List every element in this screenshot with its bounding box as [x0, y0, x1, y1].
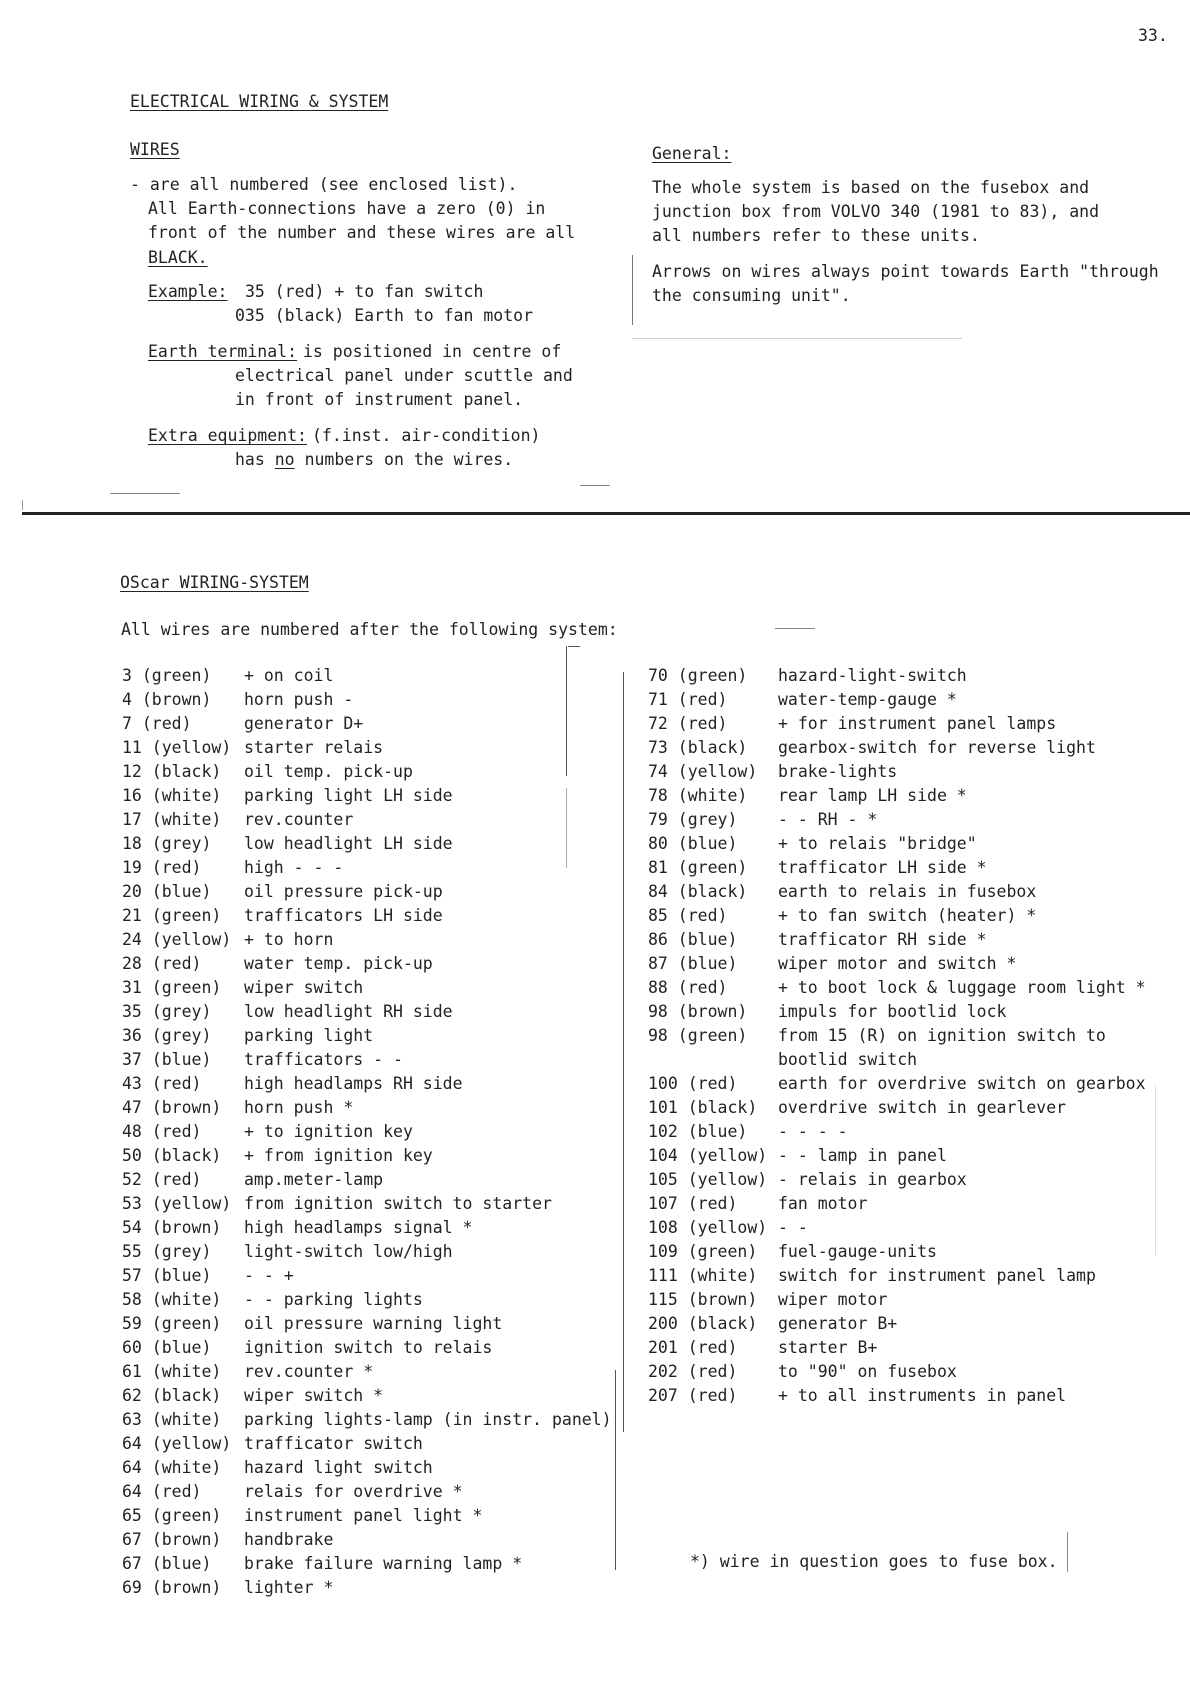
wire-number: 69 (brown) [122, 1578, 222, 1597]
wire-description: hazard light switch [244, 1458, 433, 1477]
example-label: Example: [148, 282, 228, 301]
left-wire-row [122, 1576, 622, 1600]
wire-description: earth for overdrive switch on gearbox [778, 1074, 1146, 1093]
extra-equipment-label: Extra equipment: [148, 426, 307, 445]
corner-mark [568, 646, 580, 647]
wire-number: 54 (brown) [122, 1218, 222, 1237]
right-wire-row [648, 1216, 1168, 1240]
wire-number: 81 (green) [648, 858, 748, 877]
wire-number: 201 (red) [648, 1338, 738, 1357]
wire-number: 109 (green) [648, 1242, 758, 1261]
wires-intro-line2: All Earth-connections have a zero (0) in [148, 199, 546, 218]
earth-terminal-line3: in front of instrument panel. [235, 390, 524, 409]
wire-description: rev.counter * [244, 1362, 374, 1381]
right-wire-row [648, 1360, 1168, 1384]
wire-description: oil pressure pick-up [244, 882, 443, 901]
wire-description: - - lamp in panel [778, 1146, 947, 1165]
wire-description: high headlamps RH side [244, 1074, 463, 1093]
wire-number: 86 (blue) [648, 930, 738, 949]
wire-number: 31 (green) [122, 978, 222, 997]
wire-description: - - parking lights [244, 1290, 423, 1309]
wire-number: 64 (red) [122, 1482, 202, 1501]
wire-number: 84 (black) [648, 882, 748, 901]
wire-description: parking light LH side [244, 786, 453, 805]
wire-description: + from ignition key [244, 1146, 433, 1165]
wire-number: 19 (red) [122, 858, 202, 877]
right-wire-row [648, 1144, 1168, 1168]
wire-number: 64 (white) [122, 1458, 222, 1477]
wire-number: 63 (white) [122, 1410, 222, 1429]
wire-description: + to horn [244, 930, 334, 949]
wire-number: 111 (white) [648, 1266, 758, 1285]
wire-description: from 15 (R) on ignition switch to [778, 1026, 1106, 1045]
example-line1: 35 (red) + to fan switch [245, 282, 484, 301]
column-separator-right [623, 672, 624, 1432]
wire-number: 35 (grey) [122, 1002, 212, 1021]
margin-mark [632, 255, 633, 325]
left-wire-row [122, 1480, 622, 1504]
wire-number: 67 (blue) [122, 1554, 212, 1573]
wire-description: + to ignition key [244, 1122, 413, 1141]
extra-equipment-line2 [235, 450, 513, 469]
wire-number: 101 (black) [648, 1098, 758, 1117]
left-wire-row [122, 952, 622, 976]
right-wire-row [648, 952, 1168, 976]
wire-number: 65 (green) [122, 1506, 222, 1525]
wire-number: 11 (yellow) [122, 738, 232, 757]
wire-number: 58 (white) [122, 1290, 222, 1309]
left-wire-row [122, 1216, 622, 1240]
wire-number: 62 (black) [122, 1386, 222, 1405]
right-wire-row [648, 1168, 1168, 1192]
wire-description: oil pressure warning light [244, 1314, 503, 1333]
right-wire-list [648, 664, 1168, 1408]
wire-description: rear lamp LH side * [778, 786, 967, 805]
left-wire-row [122, 1504, 622, 1528]
left-wire-row [122, 736, 622, 760]
wires-intro-line3: front of the number and these wires are all [148, 223, 576, 242]
wire-number: 60 (blue) [122, 1338, 212, 1357]
left-wire-row [122, 1240, 622, 1264]
wire-number: 17 (white) [122, 810, 222, 829]
wire-description: horn push * [244, 1098, 354, 1117]
wire-description: - - - - [778, 1122, 848, 1141]
wire-number: 202 (red) [648, 1362, 738, 1381]
wire-number: 78 (white) [648, 786, 748, 805]
wire-description: starter relais [244, 738, 384, 757]
wire-number: 85 (red) [648, 906, 728, 925]
wire-number: 24 (yellow) [122, 930, 232, 949]
wire-description: wiper motor [778, 1290, 888, 1309]
right-wire-row [648, 1288, 1168, 1312]
wire-number: 100 (red) [648, 1074, 738, 1093]
general-para2-line2: the consuming unit". [652, 286, 851, 305]
wires-intro-line1: - are all numbered (see enclosed list). [130, 175, 518, 194]
wire-description: instrument panel light * [244, 1506, 483, 1525]
wire-description: generator D+ [244, 714, 364, 733]
right-wire-row [648, 1000, 1168, 1024]
right-wire-row [648, 712, 1168, 736]
wire-number: 4 (brown) [122, 690, 212, 709]
wire-description: ignition switch to relais [244, 1338, 493, 1357]
left-wire-row [122, 1072, 622, 1096]
right-wire-row [648, 1264, 1168, 1288]
general-label: General: [652, 144, 732, 163]
left-wire-row [122, 1048, 622, 1072]
left-wire-row [122, 688, 622, 712]
wire-description: gearbox-switch for reverse light [778, 738, 1096, 757]
wire-number: 88 (red) [648, 978, 728, 997]
left-wire-row [122, 1264, 622, 1288]
right-wire-row [648, 1240, 1168, 1264]
wire-description: - - RH - * [778, 810, 878, 829]
left-wire-row [122, 712, 622, 736]
wire-number: 105 (yellow) [648, 1170, 768, 1189]
left-wire-row [122, 1336, 622, 1360]
wire-number: 59 (green) [122, 1314, 222, 1333]
wire-number: 50 (black) [122, 1146, 222, 1165]
wire-number: 21 (green) [122, 906, 222, 925]
wire-number: 207 (red) [648, 1386, 738, 1405]
right-wire-row [648, 856, 1168, 880]
wire-number: 72 (red) [648, 714, 728, 733]
wire-description: impuls for bootlid lock [778, 1002, 1007, 1021]
wire-description: trafficators LH side [244, 906, 443, 925]
left-wire-row [122, 784, 622, 808]
wire-number: 80 (blue) [648, 834, 738, 853]
wire-description: wiper switch * [244, 1386, 384, 1405]
wire-number: 57 (blue) [122, 1266, 212, 1285]
left-wire-row [122, 1408, 622, 1432]
wire-number: 47 (brown) [122, 1098, 222, 1117]
wire-description: low headlight LH side [244, 834, 453, 853]
general-underline [632, 338, 962, 339]
wire-number: 55 (grey) [122, 1242, 212, 1261]
wire-description: hazard-light-switch [778, 666, 967, 685]
earth-terminal-label: Earth terminal: [148, 342, 298, 361]
wire-description: water-temp-gauge * [778, 690, 957, 709]
wire-description: to "90" on fusebox [778, 1362, 957, 1381]
right-wire-row [648, 736, 1168, 760]
wire-number: 36 (grey) [122, 1026, 212, 1045]
right-wire-row [648, 1192, 1168, 1216]
right-wire-row [648, 760, 1168, 784]
right-wire-row [648, 976, 1168, 1000]
wire-number: 37 (blue) [122, 1050, 212, 1069]
wire-description: switch for instrument panel lamp [778, 1266, 1096, 1285]
wire-number: 70 (green) [648, 666, 748, 685]
left-wire-row [122, 664, 622, 688]
wire-description: rev.counter [244, 810, 354, 829]
left-wire-row [122, 1288, 622, 1312]
wire-description: amp.meter-lamp [244, 1170, 384, 1189]
left-wire-row [122, 760, 622, 784]
section-heading: ELECTRICAL WIRING & SYSTEM [130, 92, 389, 111]
wire-number: 3 (green) [122, 666, 212, 685]
example-line2: 035 (black) Earth to fan motor [235, 306, 534, 325]
wire-number: 71 (red) [648, 690, 728, 709]
right-wire-row [648, 1096, 1168, 1120]
wire-description: high headlamps signal * [244, 1218, 473, 1237]
wire-description: horn push - [244, 690, 354, 709]
wire-description: - - [778, 1218, 808, 1237]
wire-description: + to fan switch (heater) * [778, 906, 1037, 925]
wire-description: starter B+ [778, 1338, 878, 1357]
wire-description: parking lights-lamp (in instr. panel) [244, 1410, 612, 1429]
wire-description: trafficator RH side * [778, 930, 987, 949]
wire-description: + for instrument panel lamps [778, 714, 1057, 733]
right-wire-row [648, 1312, 1168, 1336]
wire-description: + on coil [244, 666, 334, 685]
wire-description: bootlid switch [778, 1050, 918, 1069]
wire-number: 115 (brown) [648, 1290, 758, 1309]
wire-description: lighter * [244, 1578, 334, 1597]
left-wire-row [122, 808, 622, 832]
wire-number: 108 (yellow) [648, 1218, 768, 1237]
wire-number: 16 (white) [122, 786, 222, 805]
wire-description: brake-lights [778, 762, 898, 781]
wire-description: high - - - [244, 858, 344, 877]
extra-equipment-line1: (f.inst. air-condition) [312, 426, 541, 445]
wire-description: handbrake [244, 1530, 334, 1549]
extra-rest: numbers on the wires. [304, 450, 514, 469]
wire-description: overdrive switch in gearlever [778, 1098, 1067, 1117]
wires-label: WIRES [130, 140, 180, 159]
right-wire-row [648, 688, 1168, 712]
wire-description: + to relais "bridge" [778, 834, 977, 853]
footnote-mark [1067, 1532, 1068, 1572]
right-wire-row [648, 1048, 1168, 1072]
left-wire-row [122, 1432, 622, 1456]
wire-number: 102 (blue) [648, 1122, 748, 1141]
wire-description: - relais in gearbox [778, 1170, 967, 1189]
left-wire-row [122, 928, 622, 952]
extra-no: no [274, 450, 295, 469]
wire-number: 48 (red) [122, 1122, 202, 1141]
left-wire-row [122, 1096, 622, 1120]
wire-number: 61 (white) [122, 1362, 222, 1381]
intro-stub [775, 628, 815, 629]
left-wire-row [122, 1384, 622, 1408]
general-para1-line3: all numbers refer to these units. [652, 226, 980, 245]
wire-description: + to boot lock & luggage room light * [778, 978, 1146, 997]
wire-description: from ignition switch to starter [244, 1194, 552, 1213]
wire-number: 20 (blue) [122, 882, 212, 901]
extra-has: has [235, 450, 265, 469]
wire-number: 98 (brown) [648, 1002, 748, 1021]
left-wire-row [122, 904, 622, 928]
wire-description: wiper switch [244, 978, 364, 997]
left-wire-row [122, 1120, 622, 1144]
wire-number: 73 (black) [648, 738, 748, 757]
right-wire-row [648, 1024, 1168, 1048]
left-wire-row [122, 832, 622, 856]
wire-description: low headlight RH side [244, 1002, 453, 1021]
left-wire-row [122, 1144, 622, 1168]
wire-number: 12 (black) [122, 762, 222, 781]
left-wire-row [122, 1528, 622, 1552]
right-wire-row [648, 1072, 1168, 1096]
left-wire-row [122, 1360, 622, 1384]
wire-number: 53 (yellow) [122, 1194, 232, 1213]
wire-number: 74 (yellow) [648, 762, 758, 781]
divider-stub-left [110, 493, 180, 494]
wire-number: 52 (red) [122, 1170, 202, 1189]
right-margin-mark [1155, 1085, 1156, 1255]
earth-terminal-line1: is positioned in centre of [303, 342, 562, 361]
right-wire-row [648, 832, 1168, 856]
wire-description: trafficator LH side * [778, 858, 987, 877]
right-wire-row [648, 808, 1168, 832]
wire-description: fuel-gauge-units [778, 1242, 937, 1261]
oscar-heading: OScar WIRING-SYSTEM [120, 573, 309, 592]
wire-number: 18 (grey) [122, 834, 212, 853]
section-divider [22, 512, 1190, 515]
wire-number: 200 (black) [648, 1314, 758, 1333]
left-wire-row [122, 1312, 622, 1336]
wire-description: light-switch low/high [244, 1242, 453, 1261]
wire-number: 67 (brown) [122, 1530, 222, 1549]
oscar-intro: All wires are numbered after the following system: [121, 620, 618, 639]
footnote: *) wire in question goes to fuse box. [690, 1552, 1058, 1571]
wire-number: 64 (yellow) [122, 1434, 232, 1453]
wire-number: 28 (red) [122, 954, 202, 973]
wire-description: fan motor [778, 1194, 868, 1213]
left-wire-row [122, 976, 622, 1000]
wire-description: + to all instruments in panel [778, 1386, 1067, 1405]
wire-description: oil temp. pick-up [244, 762, 413, 781]
wire-number: 104 (yellow) [648, 1146, 768, 1165]
left-wire-row [122, 1456, 622, 1480]
page-number: 33. [1138, 26, 1168, 45]
wire-description: trafficator switch [244, 1434, 423, 1453]
left-wire-row [122, 1552, 622, 1576]
wire-number: 87 (blue) [648, 954, 738, 973]
wire-number: 98 (green) [648, 1026, 748, 1045]
divider-stub-mid [580, 485, 610, 486]
wire-description: water temp. pick-up [244, 954, 433, 973]
earth-terminal-line2: electrical panel under scuttle and [235, 366, 573, 385]
right-wire-row [648, 664, 1168, 688]
left-wire-row [122, 856, 622, 880]
general-para2-line1: Arrows on wires always point towards Earth "through [652, 262, 1159, 281]
divider-tick [22, 500, 23, 510]
wire-description: generator B+ [778, 1314, 898, 1333]
general-para1-line1: The whole system is based on the fusebox and [652, 178, 1090, 197]
right-wire-row [648, 928, 1168, 952]
left-wire-row [122, 880, 622, 904]
right-wire-row [648, 1336, 1168, 1360]
wire-description: parking light [244, 1026, 374, 1045]
left-wire-row [122, 1192, 622, 1216]
wire-number: 79 (grey) [648, 810, 738, 829]
right-wire-row [648, 904, 1168, 928]
wire-description: earth to relais in fusebox [778, 882, 1037, 901]
left-wire-row [122, 1024, 622, 1048]
left-wire-row [122, 1168, 622, 1192]
left-wire-list [122, 664, 622, 1600]
wire-description: wiper motor and switch * [778, 954, 1017, 973]
general-para1-line2: junction box from VOLVO 340 (1981 to 83), and [652, 202, 1100, 221]
right-wire-row [648, 1120, 1168, 1144]
right-wire-row [648, 784, 1168, 808]
right-wire-row [648, 880, 1168, 904]
wire-description: relais for overdrive * [244, 1482, 463, 1501]
wire-description: - - + [244, 1266, 294, 1285]
left-wire-row [122, 1000, 622, 1024]
wire-description: trafficators - - [244, 1050, 403, 1069]
wires-black: BLACK. [148, 248, 208, 267]
wire-description: brake failure warning lamp * [244, 1554, 523, 1573]
right-wire-row [648, 1384, 1168, 1408]
wire-number: 43 (red) [122, 1074, 202, 1093]
wire-number: 7 (red) [122, 714, 192, 733]
wire-number: 107 (red) [648, 1194, 738, 1213]
